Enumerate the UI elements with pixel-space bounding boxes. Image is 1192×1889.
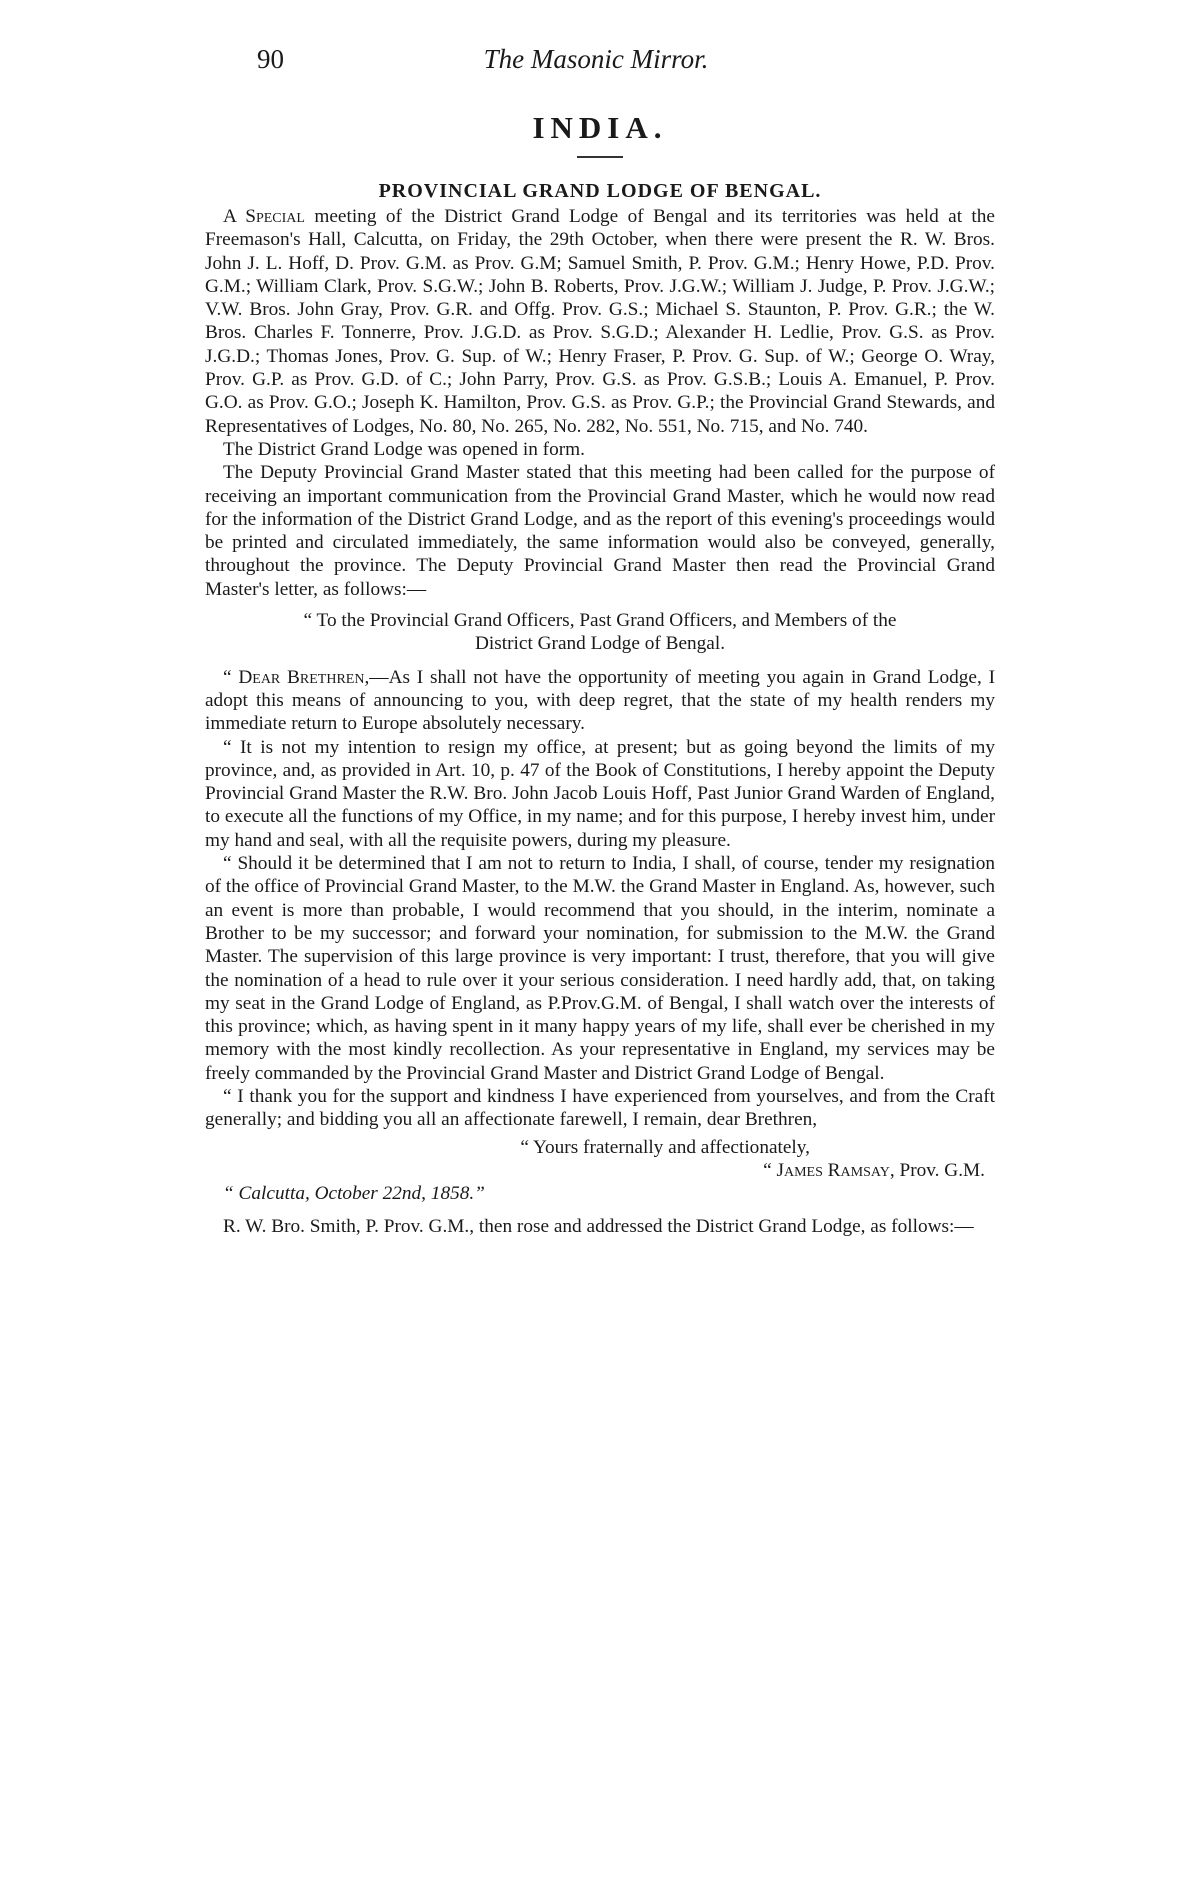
running-head — [0, 44, 1192, 84]
article-body — [205, 110, 995, 1239]
paragraph-opened: The District Grand Lodge was opened in form. — [223, 438, 585, 460]
signature-prefix: “ — [763, 1159, 777, 1181]
letter-address-line-1: “ To the Provincial Grand Officers, Past Grand Officers, and Members of the — [303, 610, 897, 632]
paragraph-deputy-statement: The Deputy Provincial Grand Master stated that this meeting had been called for the purpose of receiving an important communication from the Provincial Grand Master, which he would now read for the information of the District Grand Lodge, and as the report of this evening's proceedings would be printed and circulated immediately, the same information would also be conveyed, generally, throughout the province. The Deputy Provincial Grand Master then read the Provincial Grand Master's letter, as follows:— — [205, 462, 995, 600]
letter-closing: “ Yours fraternally and affectionately, — [520, 1136, 810, 1158]
paragraph-smith-address: R. W. Bro. Smith, P. Prov. G.M., then rose and addressed the District Grand Lodge, as follows:— — [223, 1216, 974, 1238]
letter-signature — [205, 1159, 995, 1182]
signature-name: James Ramsay — [776, 1159, 890, 1181]
letter-paragraph-3: “ Should it be determined that I am not to return to India, I shall, of course, tender my resignation of the office of Provincial Grand Master, to the M.W. the Grand Master in England. As, however, such an event is more than probable, I would recommend that you should, in the interim, nominate a Brother to be my successor; and forward your nomination, for submission to the M.W. the Grand Master. The supervision of this large province is very important: I trust, therefore, that you will give the nomination of a head to rule over it your serious consideration. I need hardly add, that, on taking my seat in the Grand Lodge of England, as P.Prov.G.M. of Bengal, I shall watch over the interests of this province; which, as having spent in it many happy years of my life, shall ever be cherished in my memory with the most kindly recollection. As your representative in England, my services may be freely commanded by the Provincial Grand Master and District Grand Lodge of Bengal. — [205, 853, 995, 1084]
letter-dateline: “ Calcutta, October 22nd, 1858.” — [223, 1183, 485, 1205]
page-number: 90 — [257, 44, 284, 74]
section-title: INDIA. — [532, 110, 668, 145]
journal-title: The Masonic Mirror. — [483, 44, 709, 74]
letter-address — [205, 609, 995, 656]
signature-suffix: , Prov. G.M. — [889, 1159, 985, 1181]
letter-address-line-2: District Grand Lodge of Bengal. — [474, 633, 726, 655]
paragraph-attendance-text: meeting of the District Grand Lodge of Bengal and its territories was held at the Freemason's Hall, Calcutta, on Friday, the 29th October, when there were present the R. W. Bros. John J. L. Hoff, D. Prov. G.M. as Prov. G.M; Samuel Smith, P. Prov. G.M.; Henry Howe, P.D. Prov. G.M.; William Clark, Prov. S.G.W.; John B. Roberts, Prov. J.G.W.; William J. Judge, P. Prov. J.G.W.; V.W. Bros. John Gray, Prov. G.R. and Offg. Prov. G.S.; Michael S. Staunton, P. Prov. G.R.; the W. Bros. Charles F. Tonnerre, Prov. J.G.D. as Prov. S.G.D.; Alexander H. Ledlie, Prov. G.S. as Prov. J.G.D.; Thomas Jones, Prov. G. Sup. of W.; Henry Fraser, P. Prov. G. Sup. of W.; George O. Wray, Prov. G.P. as Prov. G.D. of C.; John Parry, Prov. G.S. as Prov. G.S.B.; Louis A. Emanuel, P. Prov. G.O. as Prov. G.O.; Joseph K. Hamilton, Prov. G.S. as Prov. G.P.; the Provincial Grand Stewards, and Representatives of Lodges, No. 80, No. 265, No. 282, No. 551, No. 715, and No. 740. — [205, 206, 995, 437]
lead-words: A Special — [223, 206, 305, 227]
letter-paragraph-1 — [205, 666, 995, 736]
paragraph-attendance — [205, 205, 995, 438]
letter-salutation: “ Dear Brethren, — [223, 666, 370, 688]
title-rule — [577, 156, 623, 158]
subsection-title: PROVINCIAL GRAND LODGE OF BENGAL. — [378, 180, 822, 202]
letter-paragraph-4: “ I thank you for the support and kindness I have experienced from yourselves, and from the Craft generally; and bidding you all an affectionate farewell, I remain, dear Brethren, — [205, 1085, 995, 1131]
letter-paragraph-1-text: —As I shall not have the opportunity of meeting you again in Grand Lodge, I adopt this means of announcing to you, with deep regret, that the state of my health renders my immediate return to Europe absolutely necessary. — [205, 666, 995, 735]
letter-paragraph-2: “ It is not my intention to resign my office, at present; but as going beyond the limits of my province, and, as provided in Art. 10, p. 47 of the Book of Constitutions, I hereby appoint the Deputy Provincial Grand Master the R.W. Bro. John Jacob Louis Hoff, Past Junior Grand Warden of England, to execute all the functions of my Office, in my name; and for this purpose, I hereby invest him, under my hand and seal, with all the requisite powers, during my pleasure. — [205, 736, 995, 851]
